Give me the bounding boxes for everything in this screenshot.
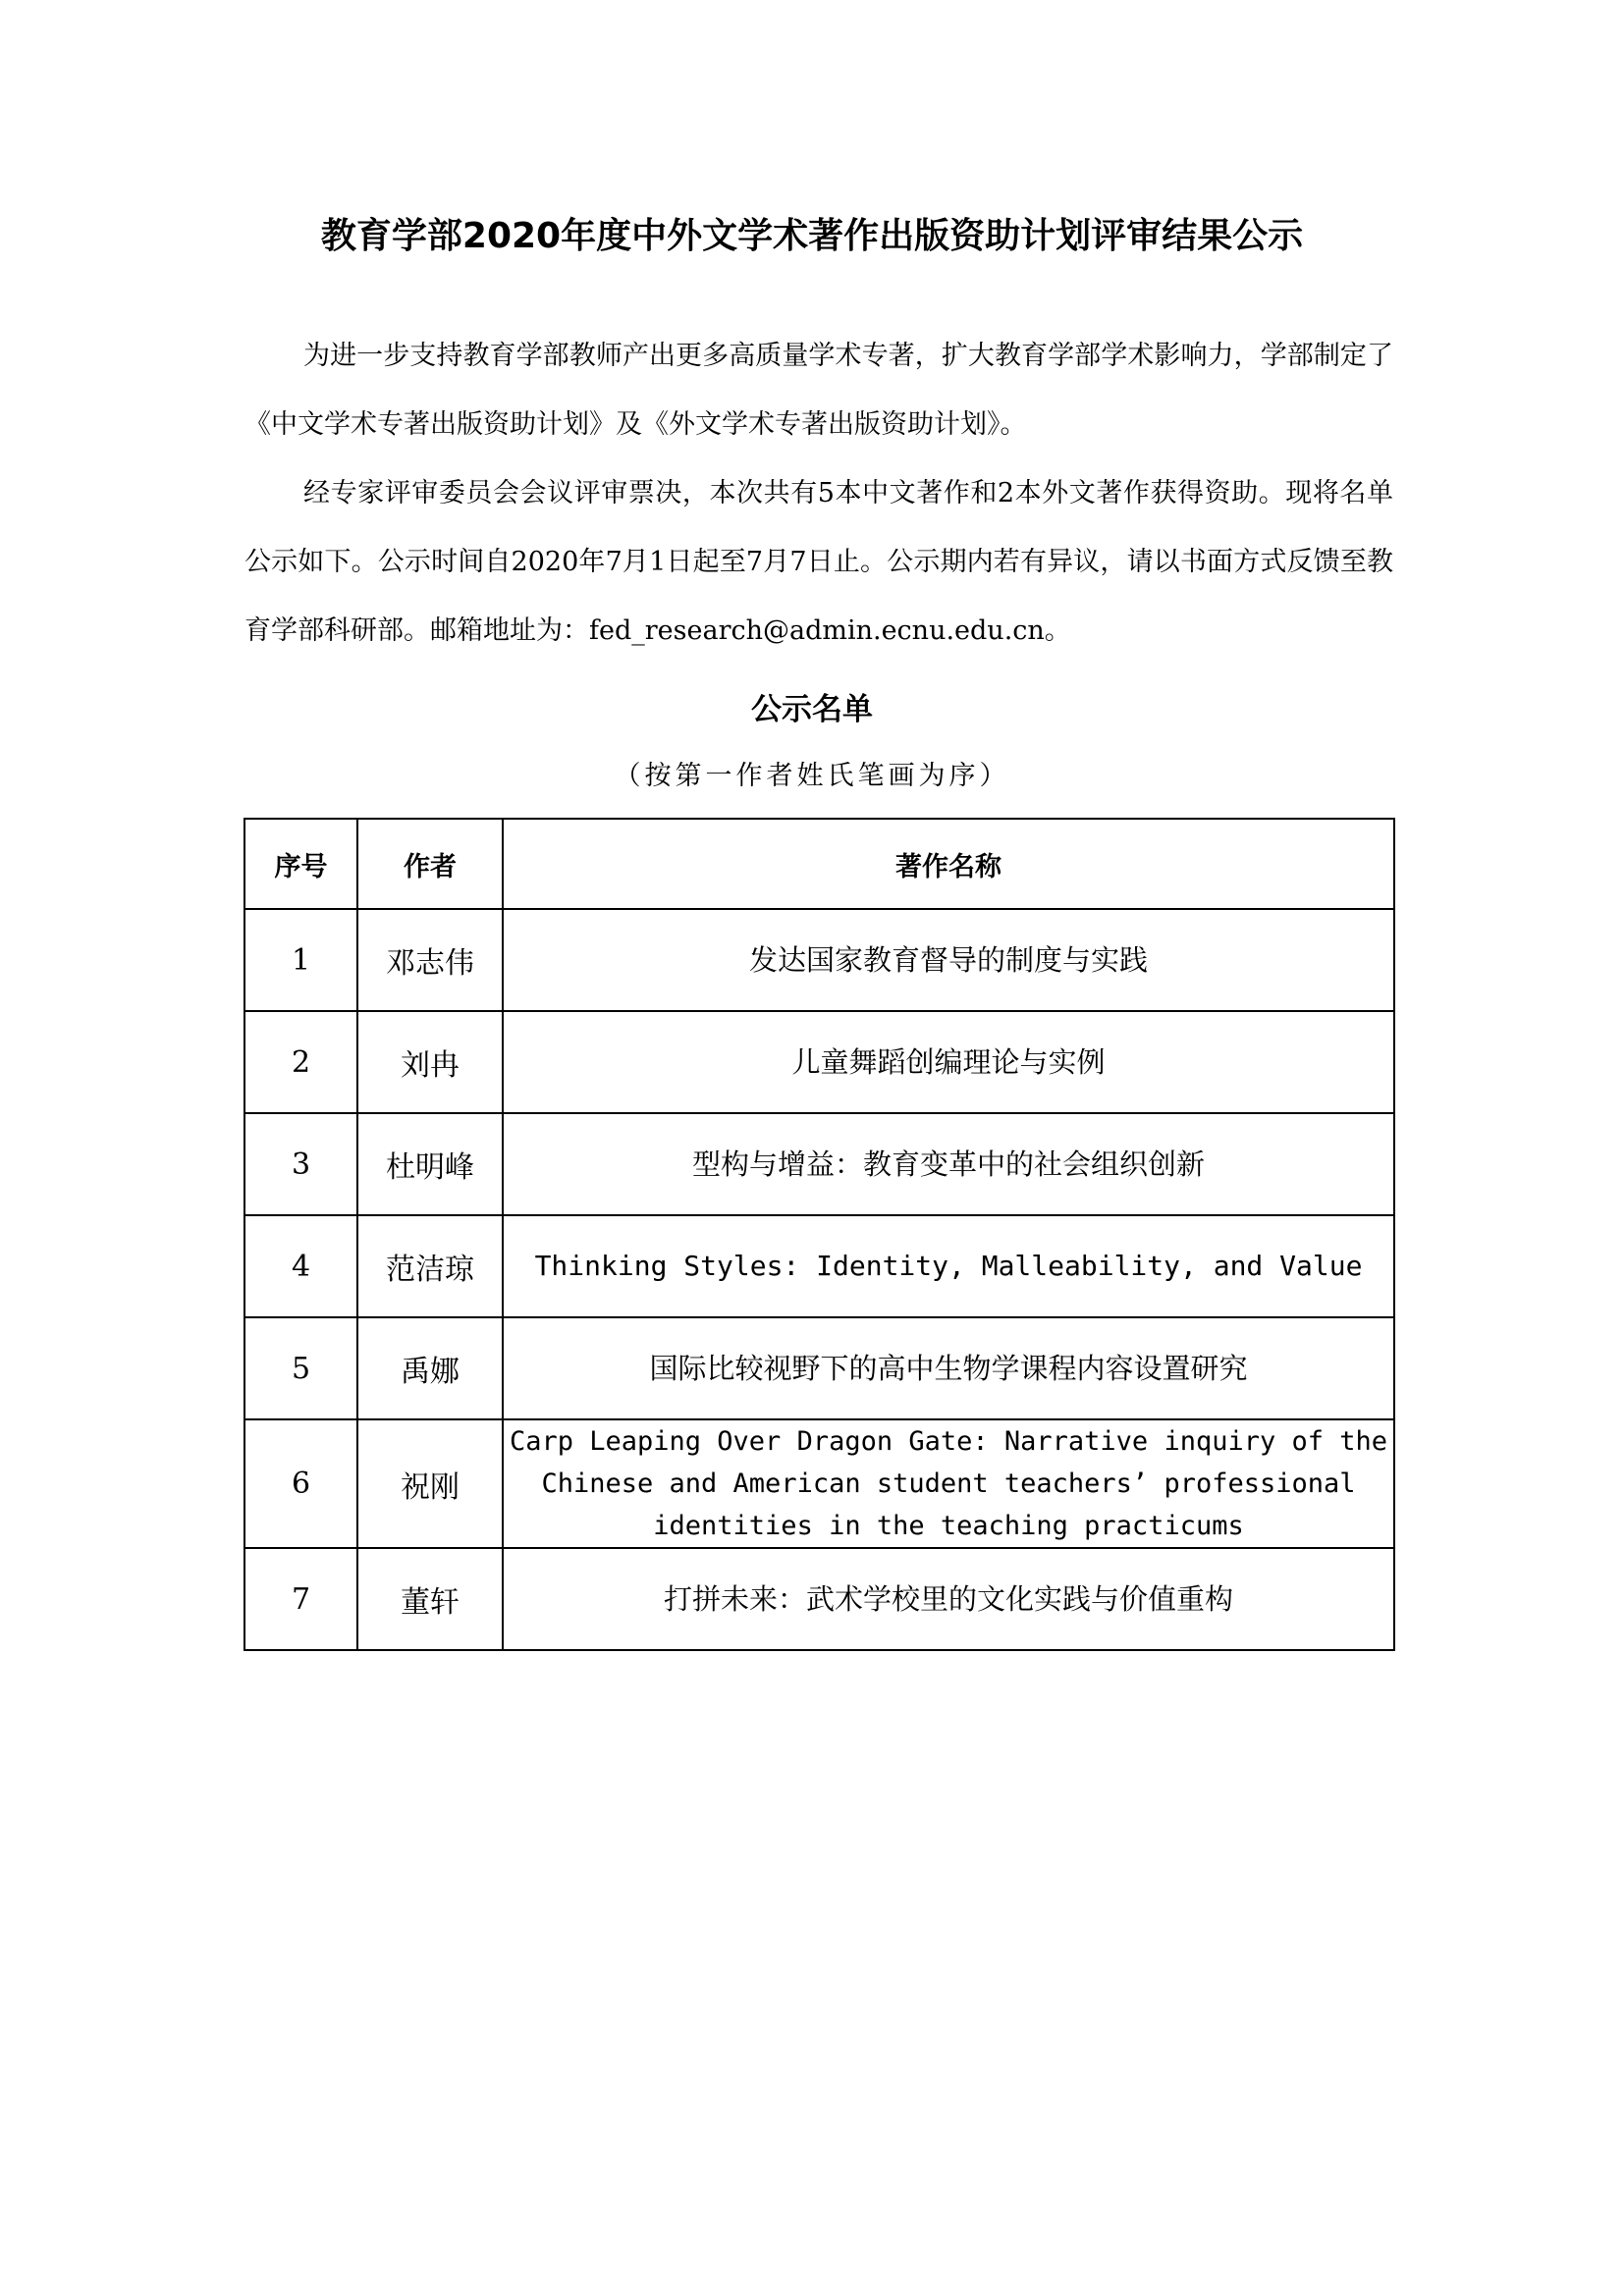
table-row: [244, 1011, 1394, 1113]
row-work: 型构与增益：教育变革中的社会组织创新: [503, 1113, 1394, 1215]
row-number: 5: [244, 1317, 357, 1419]
row-author: 禹娜: [357, 1317, 503, 1419]
row-number: 7: [244, 1548, 357, 1650]
list-title: 公示名单: [751, 692, 873, 727]
row-work: 国际比较视野下的高中生物学课程内容设置研究: [503, 1317, 1394, 1419]
table-header-row: [244, 819, 1394, 909]
document-title: 教育学部2020年度中外文学术著作出版资助计划评审结果公示: [320, 216, 1304, 256]
row-author: 杜明峰: [357, 1113, 503, 1215]
row-work: 发达国家教育督导的制度与实践: [503, 909, 1394, 1011]
table-row: [244, 1548, 1394, 1650]
table-row: [244, 1419, 1394, 1548]
row-number: 2: [244, 1011, 357, 1113]
result-table: [244, 818, 1395, 1651]
row-author: 董轩: [357, 1548, 503, 1650]
row-number: 3: [244, 1113, 357, 1215]
header-author: 作者: [357, 819, 503, 909]
table-row: [244, 1317, 1394, 1419]
table-row: [244, 909, 1394, 1011]
row-author: 祝刚: [357, 1419, 503, 1548]
announcement-paragraph: 经专家评审委员会会议评审票决，本次共有5本中文著作和2本外文著作获得资助。现将名单公示如下。公示时间自2020年7月1日起至7月7日止。公示期内若有异议，请以书面方式反馈至教育学部科研部。邮箱地址为：fed_research@admin.ecnu.edu.cn。: [244, 478, 1393, 646]
row-number: 1: [244, 909, 357, 1011]
row-work: 儿童舞蹈创编理论与实例: [503, 1011, 1394, 1113]
row-work: Carp Leaping Over Dragon Gate: Narrative inquiry of the Chinese and American student teachers’ professional identities in the teaching practicums: [503, 1419, 1394, 1548]
row-author: 邓志伟: [357, 909, 503, 1011]
header-work: 著作名称: [503, 819, 1394, 909]
header-no: 序号: [244, 819, 357, 909]
intro-paragraph: 为进一步支持教育学部教师产出更多高质量学术专著，扩大教育学部学术影响力，学部制定了《中文学术专著出版资助计划》及《外文学术专著出版资助计划》。: [244, 341, 1393, 440]
row-author: 范洁琼: [357, 1215, 503, 1317]
row-number: 4: [244, 1215, 357, 1317]
row-author: 刘冉: [357, 1011, 503, 1113]
table-row: [244, 1113, 1394, 1215]
row-work: 打拼未来：武术学校里的文化实践与价值重构: [503, 1548, 1394, 1650]
table-row: [244, 1215, 1394, 1317]
list-subtitle: （按第一作者姓氏笔画为序）: [614, 761, 1010, 791]
row-number: 6: [244, 1419, 357, 1548]
row-work: Thinking Styles: Identity, Malleability, and Value: [503, 1215, 1394, 1317]
